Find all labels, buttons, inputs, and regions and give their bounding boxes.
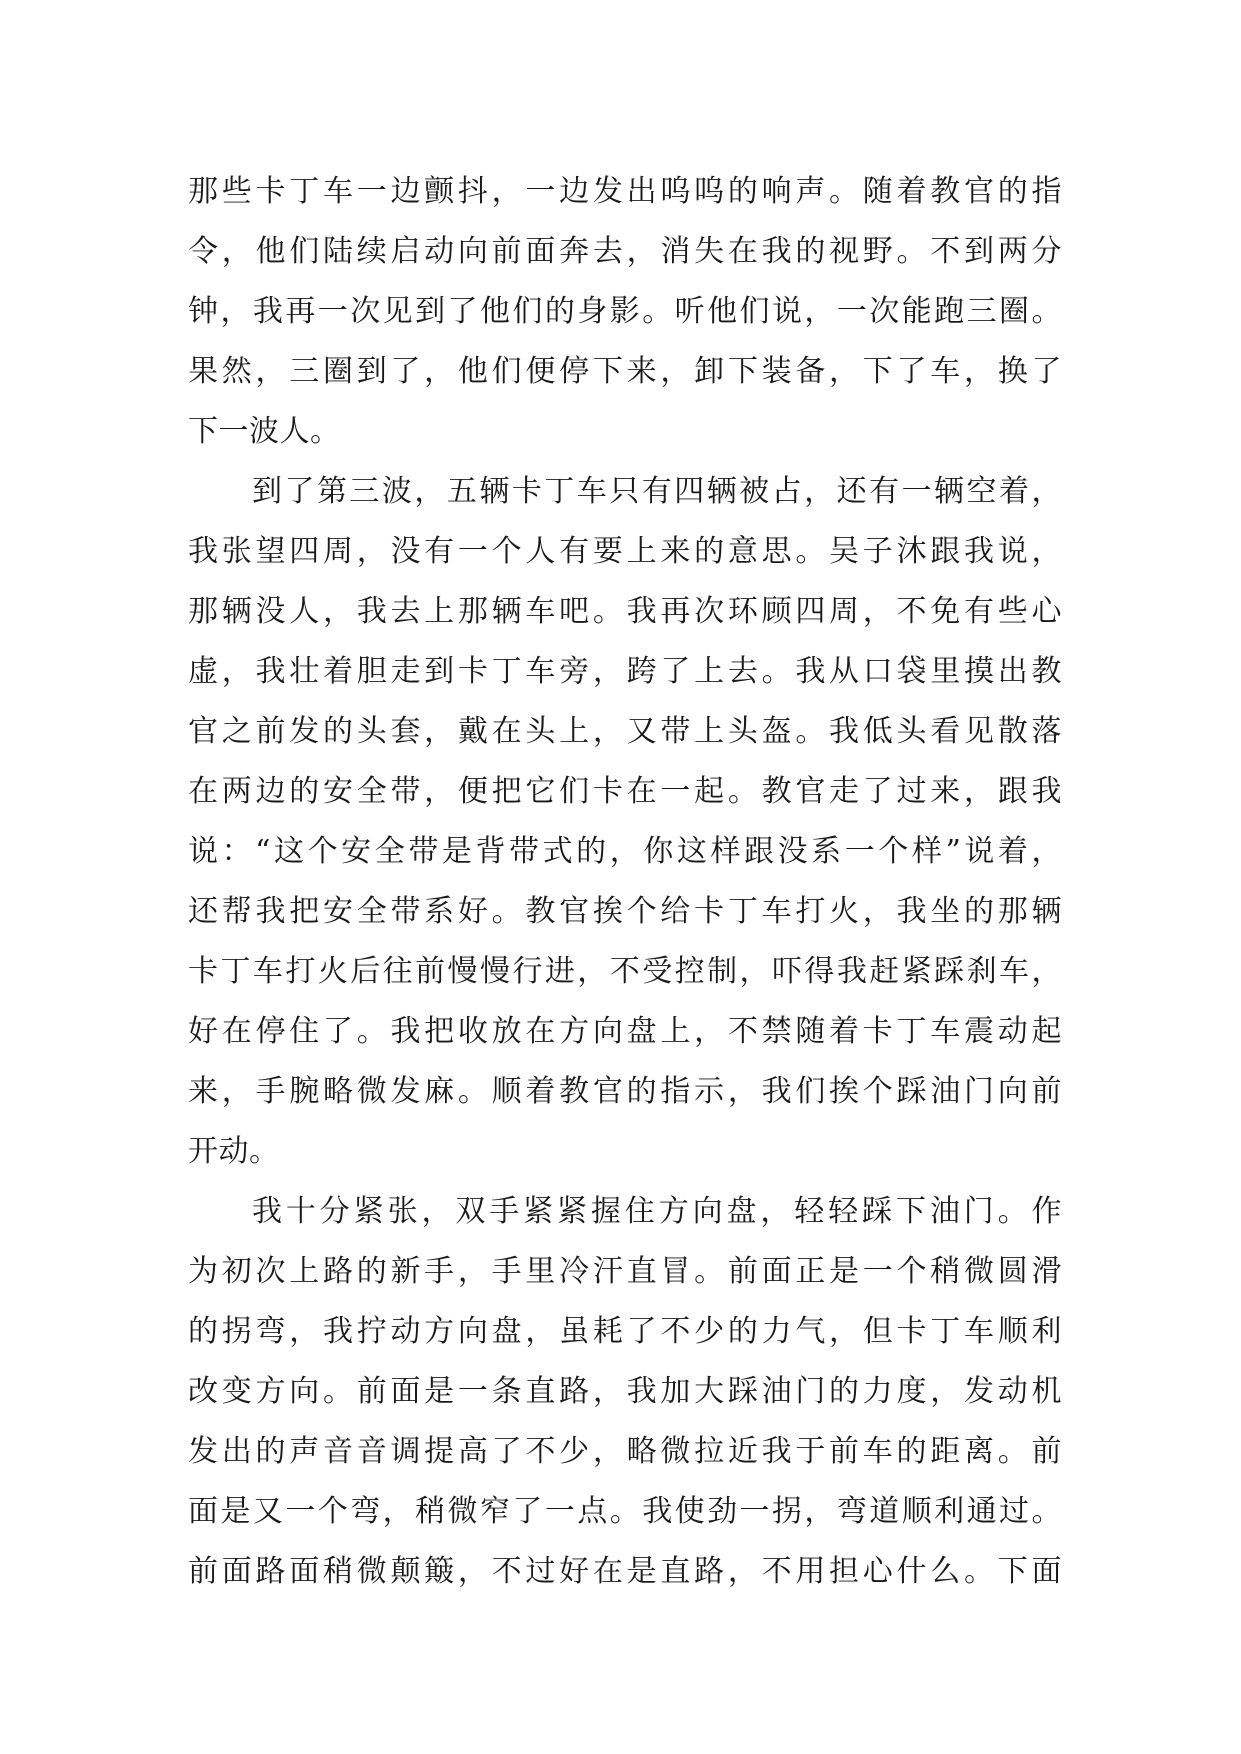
text-line: 钟，我再一次见到了他们的身影。听他们说，一次能跑三圈。	[188, 294, 1062, 329]
body-text	[188, 162, 1062, 1602]
text-line: 下一波人。	[188, 414, 341, 449]
text-line: 的拐弯，我拧动方向盘，虽耗了不少的力气，但卡丁车顺利	[188, 1314, 1062, 1349]
text-line: 还帮我把安全带系好。教官挨个给卡丁车打火，我坐的那辆	[188, 894, 1062, 929]
text-line: 改变方向。前面是一条直路，我加大踩油门的力度，发动机	[188, 1374, 1062, 1409]
text-line: 前面路面稍微颠簸，不过好在是直路，不用担心什么。下面	[188, 1554, 1062, 1589]
text-line: 虚，我壮着胆走到卡丁车旁，跨了上去。我从口袋里摸出教	[188, 654, 1062, 689]
paragraph-first-line: 我十分紧张，双手紧紧握住方向盘，轻轻踩下油门。作	[252, 1194, 1062, 1229]
text-line: 为初次上路的新手，手里冷汗直冒。前面正是一个稍微圆滑	[188, 1254, 1062, 1289]
text-line: 面是又一个弯，稍微窄了一点。我使劲一拐，弯道顺利通过。	[188, 1494, 1062, 1529]
text-line: 那辆没人，我去上那辆车吧。我再次环顾四周，不免有些心	[188, 594, 1062, 629]
text-line: 发出的声音音调提高了不少，略微拉近我于前车的距离。前	[188, 1434, 1062, 1469]
text-line: 果然，三圈到了，他们便停下来，卸下装备，下了车，换了	[188, 354, 1062, 389]
text-line: 开动。	[188, 1134, 280, 1169]
text-line: 卡丁车打火后往前慢慢行进，不受控制，吓得我赶紧踩刹车，	[188, 954, 1062, 989]
text-line: 在两边的安全带，便把它们卡在一起。教官走了过来，跟我	[188, 774, 1062, 809]
text-line: 我张望四周，没有一个人有要上来的意思。吴子沐跟我说，	[188, 534, 1062, 569]
text-line: 那些卡丁车一边颤抖，一边发出呜呜的响声。随着教官的指	[188, 174, 1062, 209]
text-line: 令，他们陆续启动向前面奔去，消失在我的视野。不到两分	[188, 234, 1062, 269]
text-line: 来，手腕略微发麻。顺着教官的指示，我们挨个踩油门向前	[188, 1074, 1062, 1109]
text-line: 好在停住了。我把收放在方向盘上，不禁随着卡丁车震动起	[188, 1014, 1062, 1049]
text-line: 官之前发的头套，戴在头上，又带上头盔。我低头看见散落	[188, 714, 1062, 749]
paragraph-first-line: 到了第三波，五辆卡丁车只有四辆被占，还有一辆空着，	[252, 474, 1062, 509]
text-line: 说：“这个安全带是背带式的，你这样跟没系一个样”说着，	[188, 834, 1062, 869]
